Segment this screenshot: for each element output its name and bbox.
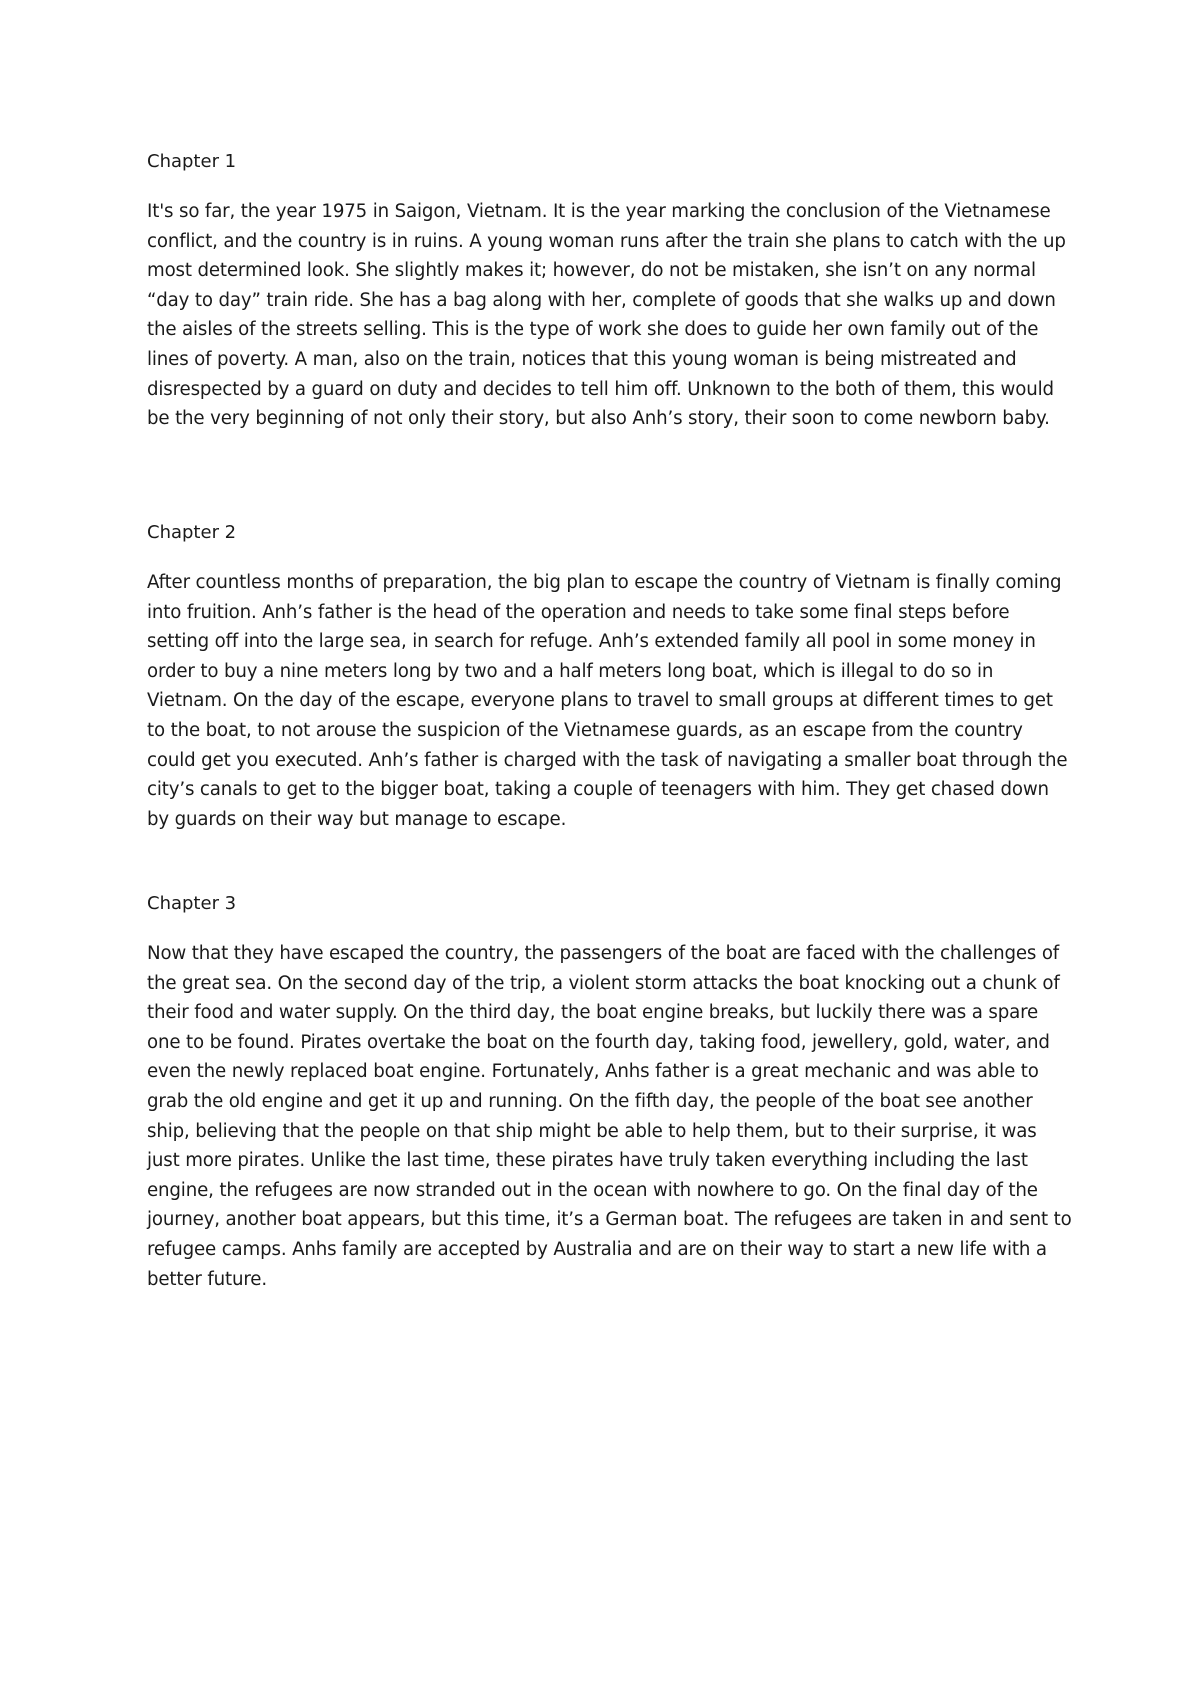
chapter-3-section <box>147 889 1072 1294</box>
chapter-2-paragraph: After countless months of preparation, the big plan to escape the country of Vietnam is finally coming into fruition. Anh’s father is the head of the operation and needs to take some final steps before setting off into the large sea, in search for refuge. Anh’s extended family all pool in some money in order to buy a nine meters long by two and a half meters long boat, which is illegal to do so in Vietnam. On the day of the escape, everyone plans to travel to small groups at different times to get to the boat, to not arouse the suspicion of the Vietnamese guards, as an escape from the country could get you executed. Anh’s father is charged with the task of navigating a smaller boat through the city’s canals to get to the bigger boat, taking a couple of teenagers with him. They get chased down by guards on their way but manage to escape. <box>147 572 1068 830</box>
chapter-1-title: Chapter 1 <box>147 151 237 172</box>
chapter-3-paragraph: Now that they have escaped the country, the passengers of the boat are faced with the challenges of the great sea. On the second day of the trip, a violent storm attacks the boat knocking out a chunk of their food and water supply. On the third day, the boat engine breaks, but luckily there was a spare one to be found. Pirates overtake the boat on the fourth day, taking food, jewellery, gold, water, and even the newly replaced boat engine. Fortunately, Anhs father is a great mechanic and was able to grab the old engine and get it up and running. On the fifth day, the people of the boat see another ship, believing that the people on that ship might be able to help them, but to their surprise, it was just more pirates. Unlike the last time, these pirates have truly taken everything including the last engine, the refugees are now stranded out in the ocean with nowhere to go. On the final day of the journey, another boat appears, but this time, it’s a German boat. The refugees are taken in and sent to refugee camps. Anhs family are accepted by Australia and are on their way to start a new life with a better future. <box>147 943 1072 1290</box>
chapter-1-section <box>147 147 1072 434</box>
chapter-3-title: Chapter 3 <box>147 893 237 914</box>
chapter-2-title: Chapter 2 <box>147 522 237 543</box>
chapter-1-paragraph: It's so far, the year 1975 in Saigon, Vietnam. It is the year marking the conclusion of the Vietnamese conflict, and the country is in ruins. A young woman runs after the train she plans to catch with the up most determined look. She slightly makes it; however, do not be mistaken, she isn’t on any normal “day to day” train ride. She has a bag along with her, complete of goods that she walks up and down the aisles of the streets selling. This is the type of work she does to guide her own family out of the lines of poverty. A man, also on the train, notices that this young woman is being mistreated and disrespected by a guard on duty and decides to tell him off. Unknown to the both of them, this would be the very beginning of not only their story, but also Anh’s story, their soon to come newborn baby. <box>147 201 1066 430</box>
chapter-2-section <box>147 518 1072 834</box>
